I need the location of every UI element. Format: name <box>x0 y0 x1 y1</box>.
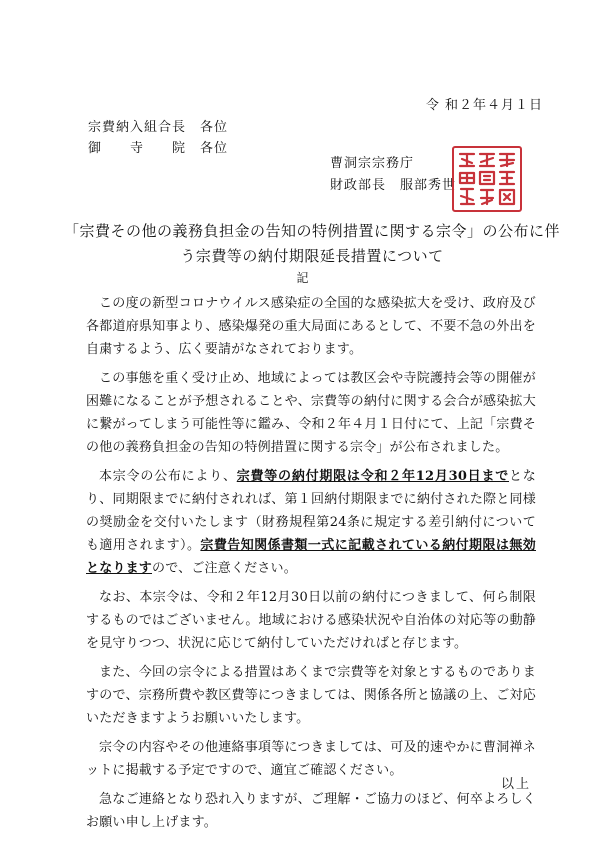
document-title: 「宗費その他の義務負担金の告知の特例措置に関する宗令」の公布に伴う宗費等の納付期限延長措置について <box>63 222 560 265</box>
body-paragraph-5: また、今回の宗令による措置はあくまで宗費等を対象とするものでありますので、宗務所費や教区費等につきましては、関係各所と協議の上、ご対応いただきますようお願いいたします。 <box>86 665 536 726</box>
document-body <box>86 292 536 840</box>
body-paragraph-3-middle: となり、同期限までに納付されれば、第１回納付期限までに納付された際と同様の奨励金を交付いたします（財務規程第24条に規定する差引納付についても適用されます）。 <box>86 469 536 553</box>
sender-office: 曹洞宗宗務庁 <box>330 156 415 171</box>
recipient-line-2: 御 寺 院 各位 <box>88 141 229 156</box>
body-paragraph-1: この度の新型コロナウイルス感染症の全国的な感染拡大を受け、政府及び各都道府県知事より、感染爆発の重大局面にあるとして、不要不急の外出を自粛するよう、広く要請がなされております。 <box>86 296 536 357</box>
document-date: 令 和２年４月１日 <box>425 98 543 113</box>
body-paragraph-4: なお、本宗令は、令和２年12月30日以前の納付につきまして、何ら制限するものではございません。地域における感染状況や自治体の対応等の動静を見守りつつ、状況に応じて納付していただければと存じます。 <box>86 590 536 651</box>
body-paragraph-3-intro: 本宗令の公布により、 <box>99 469 237 484</box>
body-paragraph-7: 急なご連絡となり恐れ入りますが、ご理解・ご協力のほど、何卒よろしくお願い申し上げます。 <box>86 792 536 830</box>
deadline-emphasis: 宗費等の納付期限は令和２年12月30日まで <box>236 469 510 484</box>
body-paragraph-2: この事態を重く受け止め、地域によっては教区会や寺院護持会等の開催が困難になることが予想されることや、宗費等の納付に関する会合が感染拡大に繋がってしまう可能性等に鑑み、令和２年４月１日付にて、上記「宗費その他の義務負担金の告知の特例措置に関する宗令」が公布されました。 <box>86 371 536 455</box>
ki-heading: 記 <box>296 271 309 285</box>
red-seal-stamp-icon <box>452 146 522 212</box>
closing-ijo: 以上 <box>500 777 531 792</box>
body-paragraph-3-end: ので、ご注意ください。 <box>152 561 297 576</box>
recipient-line-1: 宗費納入組合長 各位 <box>88 120 229 135</box>
body-paragraph-3 <box>86 465 536 580</box>
sender-person: 財政部長 服部秀世 <box>330 178 457 193</box>
body-paragraph-6: 宗令の内容やその他連絡事項等につきましては、可及的速やかに曹洞禅ネットに掲載する予定ですので、適宜ご確認ください。 <box>86 740 536 778</box>
invalid-deadline-emphasis: 宗費告知関係書類一式に記載されている納付期限は無効となります <box>86 538 536 576</box>
